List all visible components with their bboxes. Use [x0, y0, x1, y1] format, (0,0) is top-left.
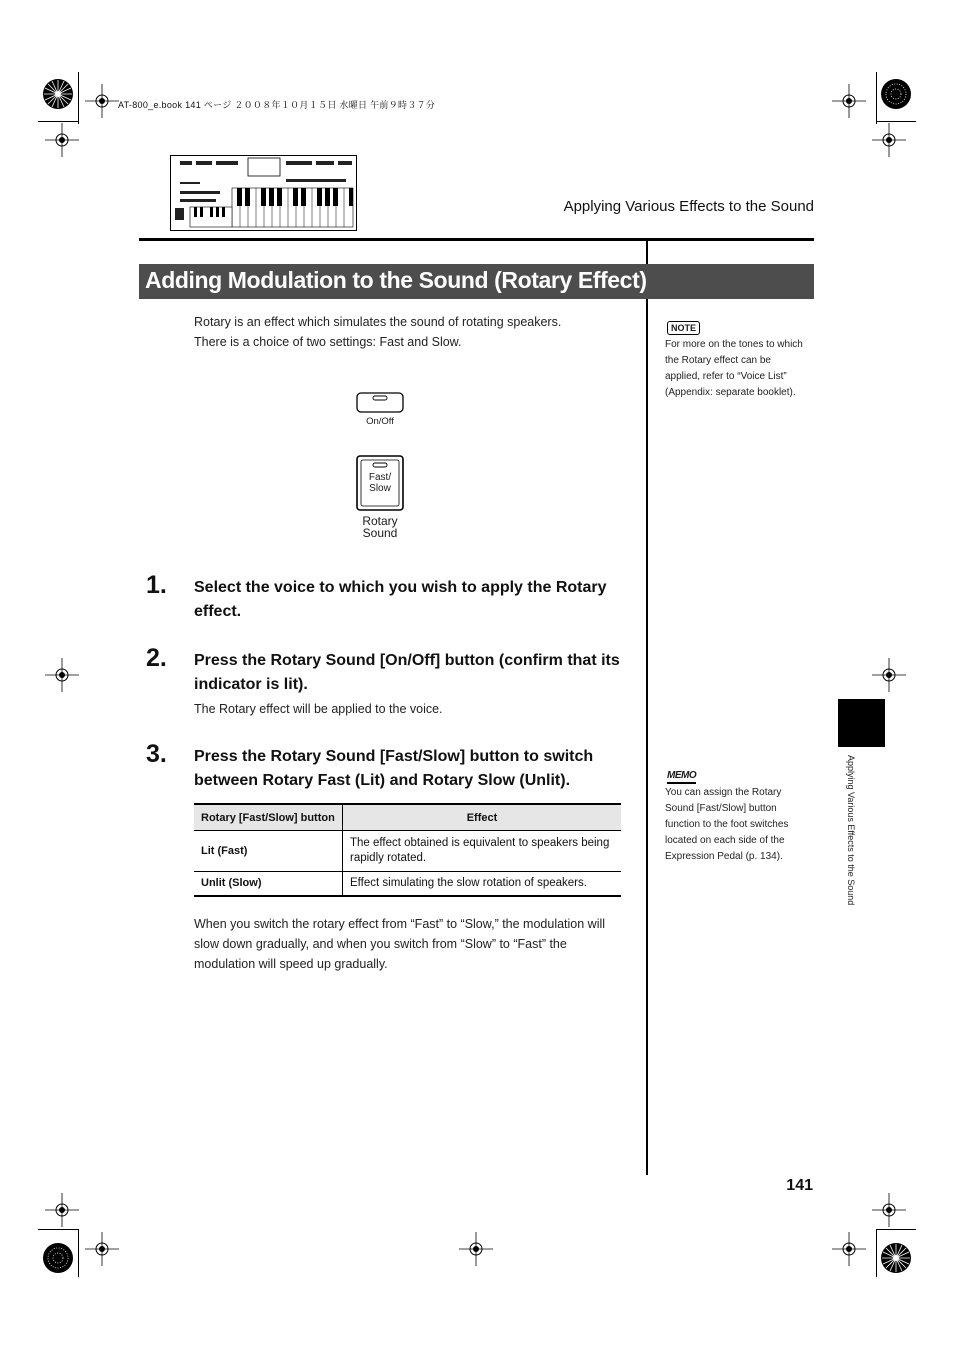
chapter-tab-label: Applying Various Effects to the Sound — [846, 755, 856, 906]
crosshair-mark-icon — [85, 1232, 119, 1266]
closing-line: When you switch the rotary effect from “Fast” to “Slow,” the modulation will — [194, 917, 606, 931]
table-header-row — [194, 804, 621, 831]
fast-slow-label-line: Slow — [369, 483, 391, 494]
crop-line — [876, 72, 877, 124]
step-number: 1. — [146, 571, 167, 599]
closing-paragraph — [194, 914, 605, 974]
memo-line: located on each side of the — [665, 835, 785, 846]
memo-icon: MEMO — [667, 770, 696, 784]
step-line: Select the voice to which you wish to apply the Rotary — [194, 579, 607, 596]
header-rule — [139, 238, 814, 241]
crosshair-mark-icon — [45, 1193, 79, 1227]
caption-line: Sound — [362, 526, 398, 540]
table-cell-effect — [343, 831, 622, 872]
registration-mark-icon — [879, 1241, 913, 1275]
closing-line: slow down gradually, and when you switch from “Slow” to “Fast” the — [194, 937, 567, 951]
registration-mark-icon — [879, 77, 913, 111]
keyboard-panel-icon — [170, 155, 357, 231]
intro-text — [194, 312, 561, 352]
crosshair-mark-icon — [872, 1193, 906, 1227]
step-line: between Rotary Fast (Lit) and Rotary Slow (Unlit). — [194, 771, 571, 789]
note-text — [665, 337, 803, 401]
note-line: (Appendix: separate booklet). — [665, 387, 796, 398]
crosshair-mark-icon — [45, 123, 79, 157]
crop-line — [78, 72, 79, 124]
on-off-button-icon — [356, 392, 404, 414]
memo-line: Expression Pedal (p. 134). — [665, 851, 783, 862]
step-result: The Rotary effect will be applied to the voice. — [194, 702, 443, 716]
crop-line — [876, 121, 916, 122]
effect-line: The effect obtained is equivalent to speakers being — [350, 837, 610, 849]
note-line: For more on the tones to which — [665, 339, 803, 350]
closing-line: modulation will speed up gradually. — [194, 957, 388, 971]
step-instruction — [194, 745, 593, 792]
table-header-cell: Effect — [343, 804, 622, 831]
step-line: Press the Rotary Sound [On/Off] button (confirm that its — [194, 652, 620, 669]
table-row — [194, 831, 621, 872]
memo-line: You can assign the Rotary — [665, 787, 782, 798]
section-title: Applying Various Effects to the Sound — [563, 198, 814, 215]
step-instruction — [194, 649, 620, 696]
step-line: effect. — [194, 602, 242, 620]
table-header-cell: Rotary [Fast/Slow] button — [194, 804, 343, 831]
crosshair-mark-icon — [85, 84, 119, 118]
title-banner — [139, 264, 814, 299]
memo-line: Sound [Fast/Slow] button — [665, 803, 777, 814]
step-number: 3. — [146, 740, 167, 768]
crop-line — [876, 1229, 877, 1277]
effects-table — [194, 803, 621, 897]
on-off-label: On/Off — [366, 416, 394, 427]
crosshair-mark-icon — [832, 84, 866, 118]
page-title: Adding Modulation to the Sound (Rotary Effect) — [145, 267, 647, 293]
registration-mark-icon — [41, 1241, 75, 1275]
table-cell-button: Unlit (Slow) — [194, 872, 343, 896]
caption-line: Rotary — [362, 514, 398, 528]
chapter-tab — [838, 699, 885, 747]
crosshair-mark-icon — [832, 1232, 866, 1266]
crop-line — [78, 1229, 79, 1277]
effect-line: rapidly rotated. — [350, 852, 427, 864]
crop-line — [876, 1229, 916, 1230]
step-line: indicator is lit). — [194, 675, 308, 693]
step-instruction — [194, 576, 607, 623]
step-line: Press the Rotary Sound [Fast/Slow] button to switch — [194, 748, 594, 765]
crosshair-mark-icon — [872, 658, 906, 692]
memo-text — [665, 785, 788, 865]
registration-mark-icon — [41, 77, 75, 111]
intro-line: Rotary is an effect which simulates the sound of rotating speakers. — [194, 315, 562, 329]
crop-line — [38, 1229, 78, 1230]
note-line: the Rotary effect can be — [665, 355, 771, 366]
fast-slow-label-line: Fast/ — [368, 472, 392, 483]
note-icon: NOTE — [667, 321, 700, 335]
crosshair-mark-icon — [45, 658, 79, 692]
table-cell-effect: Effect simulating the slow rotation of speakers. — [350, 877, 587, 890]
rotary-sound-caption — [340, 515, 420, 539]
page-number: 141 — [786, 1177, 813, 1194]
note-line: applied, refer to “Voice List” — [665, 371, 787, 382]
table-cell-button: Lit (Fast) — [194, 831, 343, 872]
column-divider — [646, 241, 648, 1175]
file-info: AT-800_e.book 141 ページ ２００８年１０月１５日 水曜日 午前９時３７分 — [118, 100, 436, 110]
step-number: 2. — [146, 644, 167, 672]
intro-line: There is a choice of two settings: Fast and Slow. — [194, 335, 462, 349]
table-row — [194, 872, 621, 896]
fast-slow-label — [356, 472, 404, 494]
crop-line — [38, 121, 78, 122]
crosshair-mark-icon — [872, 123, 906, 157]
memo-line: function to the foot switches — [665, 819, 789, 830]
crosshair-mark-icon — [459, 1232, 493, 1266]
